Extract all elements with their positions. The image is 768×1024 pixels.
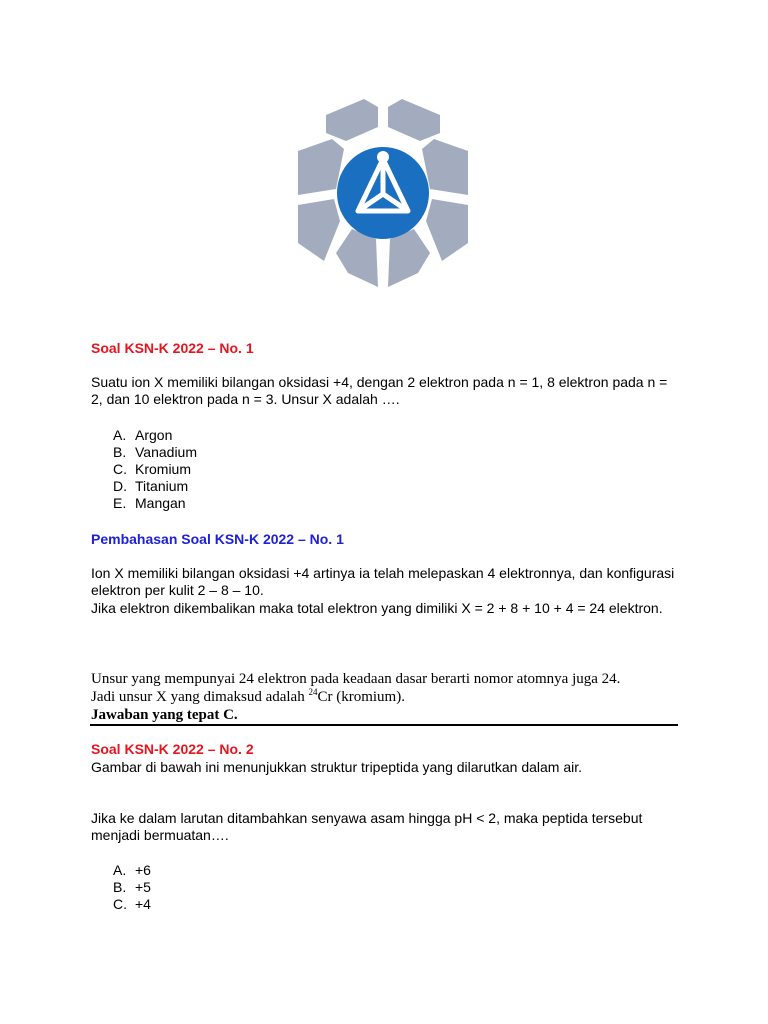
answer-line: Jawaban yang tepat C. (91, 707, 238, 723)
option-e: E. Mangan (113, 495, 186, 511)
option-b: B. +5 (113, 879, 151, 895)
section-divider (90, 724, 678, 726)
question-1-options (113, 427, 197, 512)
explanation-1-serif-line-2: Jadi unsur X yang dimaksud adalah $^{24}$Cr (kromium). (91, 687, 405, 705)
question-2-heading: Soal KSN-K 2022 – No. 2 (91, 741, 254, 757)
explanation-1-line-1: Ion X memiliki bilangan oksidasi +4 artinya ia telah melepaskan 4 elektronnya, dan konfigurasi elektron per kulit 2 – 8 – 10. (91, 565, 675, 598)
question-2-intro: Gambar di bawah ini menunjukkan struktur tripeptida yang dilarutkan dalam air. (91, 759, 583, 775)
question-1-body: Suatu ion X memiliki bilangan oksidasi +4, dengan 2 elektron pada n = 1, 8 elektron pada n = 2, dan 10 elektron pada n = 3. Unsur X adalah …. (91, 374, 668, 407)
olympiad-logo (296, 93, 470, 290)
option-a: A. Argon (113, 427, 173, 443)
question-1-heading: Soal KSN-K 2022 – No. 1 (91, 340, 254, 356)
option-d: D. Titanium (113, 478, 189, 494)
explanation-1-heading: Pembahasan Soal KSN-K 2022 – No. 1 (91, 531, 344, 547)
atomic-number-superscript: 24 (308, 687, 318, 697)
explanation-1-line-2: Jika elektron dikembalikan maka total elektron yang dimiliki X = 2 + 8 + 10 + 4 = 24 elektron. (91, 600, 663, 616)
option-b: B. Vanadium (113, 444, 198, 460)
question-2-body: Jika ke dalam larutan ditambahkan senyawa asam hingga pH < 2, maka peptida tersebut menjadi bermuatan…. (91, 810, 643, 843)
option-c: C. +4 (113, 896, 151, 912)
option-c: C. Kromium (113, 461, 192, 477)
question-2-options (113, 862, 151, 913)
option-a: A. +6 (113, 862, 151, 878)
explanation-1-serif-line-1: Unsur yang mempunyai 24 elektron pada keadaan dasar berarti nomor atomnya juga 24. (91, 671, 621, 687)
